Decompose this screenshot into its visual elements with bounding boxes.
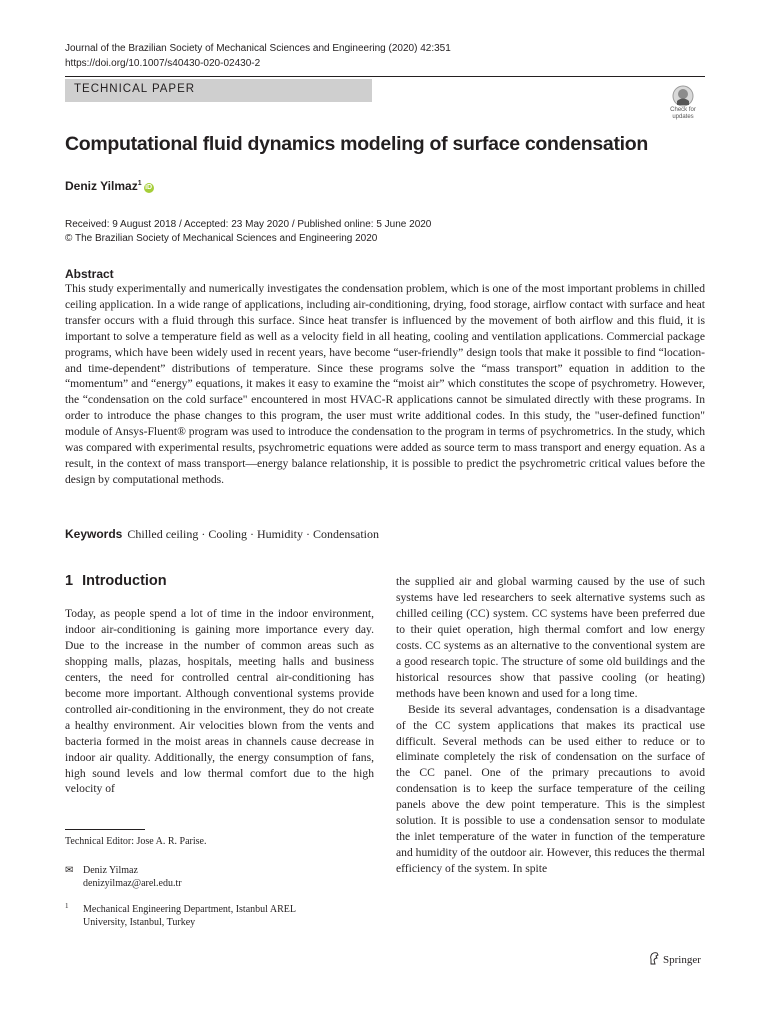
- section-number: 1: [65, 573, 74, 589]
- springer-horse-icon: [648, 952, 660, 965]
- dates-line: Received: 9 August 2018 / Accepted: 23 May 2020 / Published online: 5 June 2020: [65, 219, 432, 230]
- copyright-line: © The Brazilian Society of Mechanical Sciences and Engineering 2020: [65, 233, 378, 244]
- affiliation-line: Mechanical Engineering Department, Istanbul AREL: [83, 904, 296, 915]
- paragraph: Beside its several advantages, condensation is a disadvantage of the CC system applications that makes its practical use difficult. Several methods can be used either to reduce or to eliminate completely the risk of condensation on the surface of the CC panel. One of the primary precautions to avoid condensation is to keep the surface temperature of the ceiling panels above the dew point temperature. This is the simplest solution. It is possible to use a condensation sensor to modulate the inlet temperature of the water in function of the temperature and humidity of the outdoor air. However, this reduces the thermal efficiency of the system. In spite: [396, 702, 705, 876]
- crossmark-icon: [672, 85, 694, 107]
- header-rule: [65, 76, 705, 77]
- doi-link[interactable]: https://doi.org/10.1007/s40430-020-02430-2: [65, 58, 261, 69]
- paragraph: Today, as people spend a lot of time in the indoor environment, indoor air-conditioning is gaining more importance every day. Due to the increase in the number of common areas such as shopping malls, plazas, hospitals, meeting halls and business centers, the need for controlled central air-conditioning has become more important. Although conventional systems provide controlled air-conditioning in the environment, they do not create a healthy environment. Air velocities blown from the vents and bacteria formed in the moist areas in channels cause decrease in indoor air quality. Additionally, the energy consumption of fans, high sound levels and low thermal comfort due to the high velocity of: [65, 607, 374, 796]
- publication-dates: [65, 218, 431, 246]
- affiliation-number: 1: [65, 902, 69, 910]
- envelope-icon: ✉: [65, 865, 74, 876]
- section-title: Introduction: [82, 573, 167, 589]
- keywords-label: Keywords: [65, 527, 123, 541]
- article-title: Computational fluid dynamics modeling of surface condensation: [65, 133, 649, 155]
- author-affiliation-mark: 1: [137, 180, 142, 187]
- journal-header: [65, 41, 451, 71]
- contact-name: Deniz Yilmaz: [83, 865, 138, 876]
- left-column: [65, 606, 374, 797]
- section-heading-introduction: [65, 573, 167, 589]
- affiliation-line: University, Istanbul, Turkey: [83, 917, 196, 928]
- article-type-label: TECHNICAL PAPER: [74, 83, 196, 95]
- orcid-icon[interactable]: iD: [145, 184, 153, 191]
- abstract-text: This study experimentally and numerically investigates the condensation problem, which is one of the most important problems in chilled ceiling application. In a wide range of applications, including air-conditioning, drying, food storage, airflow contact with surface and heat transfer occurs with a fluid through this surface. Since heat transfer is influenced by the movement of both airflow and this fluid, it is important to solve a temperature field as well as a velocity field in all heating, cooling and ventilation applications. Commercial package programs, which have been widely used in recent years, have become “user-friendly” design tools that make it possible to find “location- and time-dependent” distributions of temperature. Since these programs solve the “mass transport” equation in addition to the “momentum” and “energy” equations, it makes it easy to examine the “moist air” which constitutes the scope of psychrometry. However, the “condensation on the cold surface" encountered in most HVAC-R applications cannot be simulated directly with these programs. In order to introduce the phase changes to this program, the user must write additional codes. In this study, the "user-defined function" module of Ansys-Fluent® program was used to introduce the condensation to the program in terms of psychrometrics. In the study, which was compared with experimental results, psychrometric equations were added as source term to mass transport and energy equation. As a result, in the context of mass transport—energy balance relationship, it is possible to predict the psychrometric critical values before the design by computational methods.: [65, 282, 705, 486]
- keywords: [65, 527, 379, 542]
- check-updates-line1: Check for: [670, 107, 696, 113]
- right-column: [396, 574, 705, 877]
- footnote-rule: [65, 829, 145, 830]
- technical-editor-note: Technical Editor: Jose A. R. Parise.: [65, 836, 207, 847]
- check-for-updates-badge[interactable]: [664, 85, 702, 123]
- paragraph: the supplied air and global warming caused by the use of such systems have led researchers to seek alternative systems such as chilled ceiling (CC) system. CC systems have been preferred due to their quiet operation, high thermal comfort and low energy costs. CC systems as an alternative to the conventional system are a good research topic. The structure of some old buildings and the historical resources show that passive cooling (or heating) methods have been known and used for a long time.: [396, 575, 705, 700]
- publisher-logo: [648, 952, 701, 966]
- article-type-banner: [65, 79, 372, 102]
- check-updates-line2: updates: [672, 114, 694, 120]
- author-line: [65, 179, 154, 193]
- abstract-heading: Abstract: [65, 267, 114, 281]
- keywords-list: Chilled ceiling · Cooling · Humidity · Condensation: [127, 527, 380, 541]
- contact-email[interactable]: denizyilmaz@arel.edu.tr: [83, 878, 182, 889]
- author-name[interactable]: Deniz Yilmaz: [65, 179, 138, 193]
- journal-citation: Journal of the Brazilian Society of Mechanical Sciences and Engineering (2020) 42:351: [65, 43, 451, 54]
- publisher-name: Springer: [663, 954, 701, 966]
